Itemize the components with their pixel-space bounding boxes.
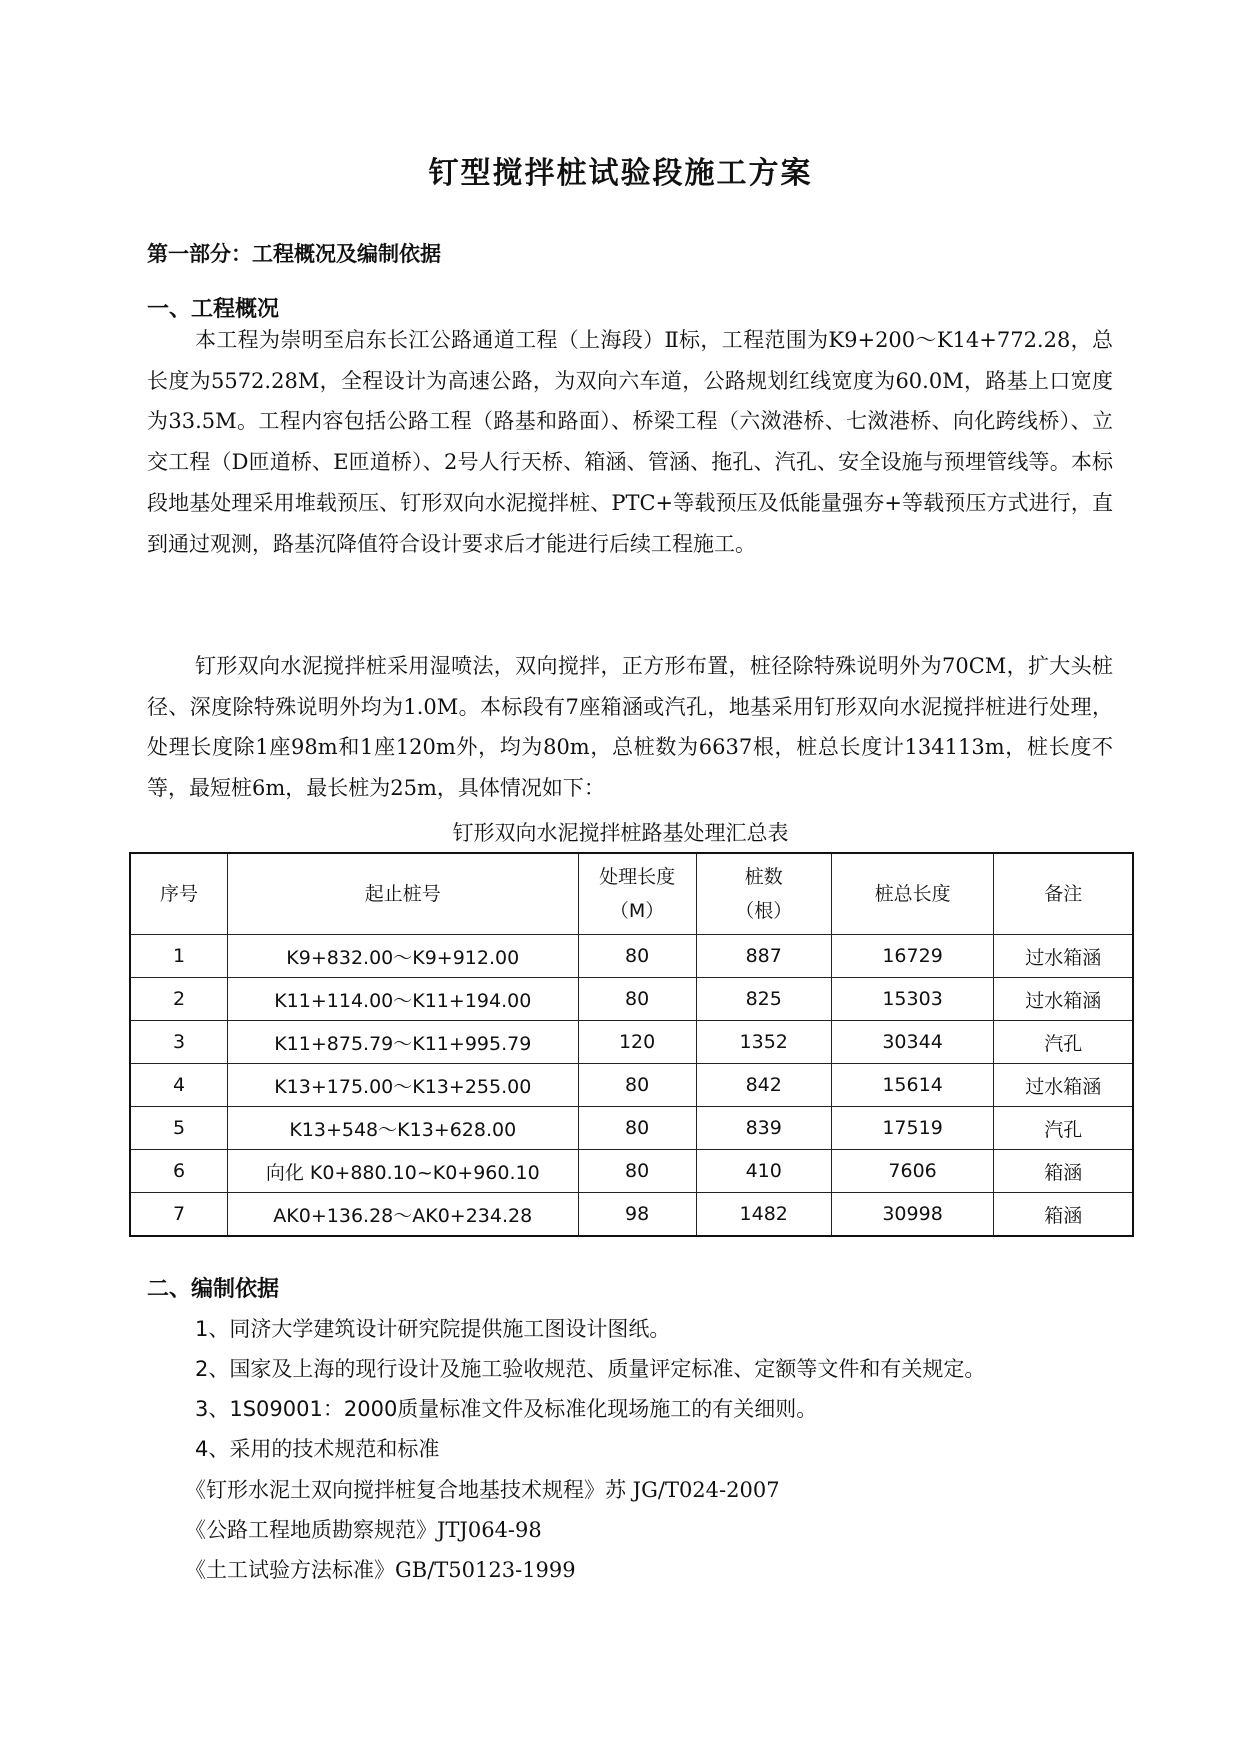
cell-note: 箱涵 — [994, 1193, 1133, 1237]
cell-count: 410 — [696, 1150, 831, 1193]
cell-range: K13+548～K13+628.00 — [228, 1107, 578, 1150]
header-length-line1: 处理长度 — [599, 866, 676, 888]
cell-total: 30998 — [831, 1193, 994, 1237]
cell-range: K11+114.00～K11+194.00 — [228, 978, 578, 1021]
cell-range: K9+832.00～K9+912.00 — [228, 935, 578, 978]
cell-count: 887 — [696, 935, 831, 978]
cell-count: 1482 — [696, 1193, 831, 1237]
cell-note: 过水箱涵 — [994, 935, 1133, 978]
cell-note: 箱涵 — [994, 1150, 1133, 1193]
standard-item-2: 《公路工程地质勘察规范》JTJ064-98 — [185, 1518, 542, 1542]
overview-paragraph-1: 本工程为崇明至启东长江公路通道工程（上海段）Ⅱ标，工程范围为K9+200～K14+772.28，总长度为5572.28M，全程设计为高速公路，为双向六车道，公路规划红线宽度为60.0M，路基上口宽度为33.5M。工程内容包括公路工程（路基和路面）、桥梁工程（六滧港桥、七滧港桥、向化跨线桥）、立交工程（D匝道桥、E匝道桥）、2号人行天桥、箱涵、管涵、拖孔、汽孔、安全设施与预埋管线等。本标段地基处理采用堆载预压、钉形双向水泥搅拌桩、PTC+等载预压及低能量强夯+等载预压方式进行，直到通过观测，路基沉降值符合设计要求后才能进行后续工程施工。 — [147, 328, 1113, 556]
cell-total: 30344 — [831, 1021, 994, 1064]
section-heading-basis: 二、编制依据 — [147, 1277, 280, 1302]
cell-count: 839 — [696, 1107, 831, 1150]
cell-count: 825 — [696, 978, 831, 1021]
cell-range: AK0+136.28～AK0+234.28 — [228, 1193, 578, 1237]
cell-note: 汽孔 — [994, 1021, 1133, 1064]
header-length-line2: （M） — [609, 900, 665, 922]
cell-no: 6 — [130, 1150, 228, 1193]
header-note: 备注 — [994, 853, 1133, 935]
table-row — [130, 1107, 1133, 1150]
header-count-line2: （根） — [735, 900, 793, 922]
table-header-row — [130, 853, 1133, 935]
header-total: 桩总长度 — [831, 853, 994, 935]
basis-item-4: 4、采用的技术规范和标准 — [195, 1437, 440, 1461]
cell-length: 80 — [578, 935, 696, 978]
table-row — [130, 935, 1133, 978]
cell-count: 842 — [696, 1064, 831, 1107]
cell-range: K13+175.00～K13+255.00 — [228, 1064, 578, 1107]
table-row — [130, 1150, 1133, 1193]
cell-range: K11+875.79～K11+995.79 — [228, 1021, 578, 1064]
cell-total: 17519 — [831, 1107, 994, 1150]
cell-no: 1 — [130, 935, 228, 978]
header-count — [696, 853, 831, 935]
section-heading-overview: 一、工程概况 — [147, 297, 280, 322]
header-length — [578, 853, 696, 935]
document-title: 钉型搅拌桩试验段施工方案 — [428, 156, 813, 191]
standard-item-1: 《钉形水泥土双向搅拌桩复合地基技术规程》苏 JG/T024-2007 — [185, 1478, 780, 1502]
cell-note: 汽孔 — [994, 1107, 1133, 1150]
cell-count: 1352 — [696, 1021, 831, 1064]
standard-item-3: 《土工试验方法标准》GB/T50123-1999 — [185, 1558, 576, 1582]
cell-length: 80 — [578, 1107, 696, 1150]
header-no: 序号 — [130, 853, 228, 935]
cell-total: 16729 — [831, 935, 994, 978]
cell-length: 80 — [578, 978, 696, 1021]
cell-length: 80 — [578, 1064, 696, 1107]
basis-item-1: 1、同济大学建筑设计研究院提供施工图设计图纸。 — [195, 1317, 671, 1341]
cell-no: 2 — [130, 978, 228, 1021]
cell-total: 15303 — [831, 978, 994, 1021]
cell-length: 80 — [578, 1150, 696, 1193]
header-range: 起止桩号 — [228, 853, 578, 935]
cell-note: 过水箱涵 — [994, 1064, 1133, 1107]
cell-range: 向化 K0+880.10~K0+960.10 — [228, 1150, 578, 1193]
table-row — [130, 1021, 1133, 1064]
table-row — [130, 1064, 1133, 1107]
cell-length: 98 — [578, 1193, 696, 1237]
header-count-line1: 桩数 — [744, 866, 783, 888]
part-heading: 第一部分：工程概况及编制依据 — [147, 242, 441, 266]
cell-total: 15614 — [831, 1064, 994, 1107]
cell-no: 7 — [130, 1193, 228, 1237]
cell-length: 120 — [578, 1021, 696, 1064]
cell-no: 5 — [130, 1107, 228, 1150]
overview-paragraph-2: 钉形双向水泥搅拌桩采用湿喷法，双向搅拌，正方形布置，桩径除特殊说明外为70CM，扩大头桩径、深度除特殊说明外均为1.0M。本标段有7座箱涵或汽孔，地基采用钉形双向水泥搅拌桩进行处理，处理长度除1座98m和1座120m外，均为80m，总桩数为6637根，桩总长度计134113m，桩长度不等，最短桩6m，最长桩为25m，具体情况如下： — [147, 654, 1113, 801]
pile-summary-table — [129, 852, 1134, 1237]
basis-item-3: 3、1S09001：2000质量标准文件及标准化现场施工的有关细则。 — [195, 1397, 818, 1421]
basis-item-2: 2、国家及上海的现行设计及施工验收规范、质量评定标准、定额等文件和有关规定。 — [195, 1357, 986, 1381]
table-row — [130, 978, 1133, 1021]
table-caption: 钉形双向水泥搅拌桩路基处理汇总表 — [452, 821, 789, 845]
cell-no: 3 — [130, 1021, 228, 1064]
cell-no: 4 — [130, 1064, 228, 1107]
cell-total: 7606 — [831, 1150, 994, 1193]
table-row — [130, 1193, 1133, 1237]
cell-note: 过水箱涵 — [994, 978, 1133, 1021]
